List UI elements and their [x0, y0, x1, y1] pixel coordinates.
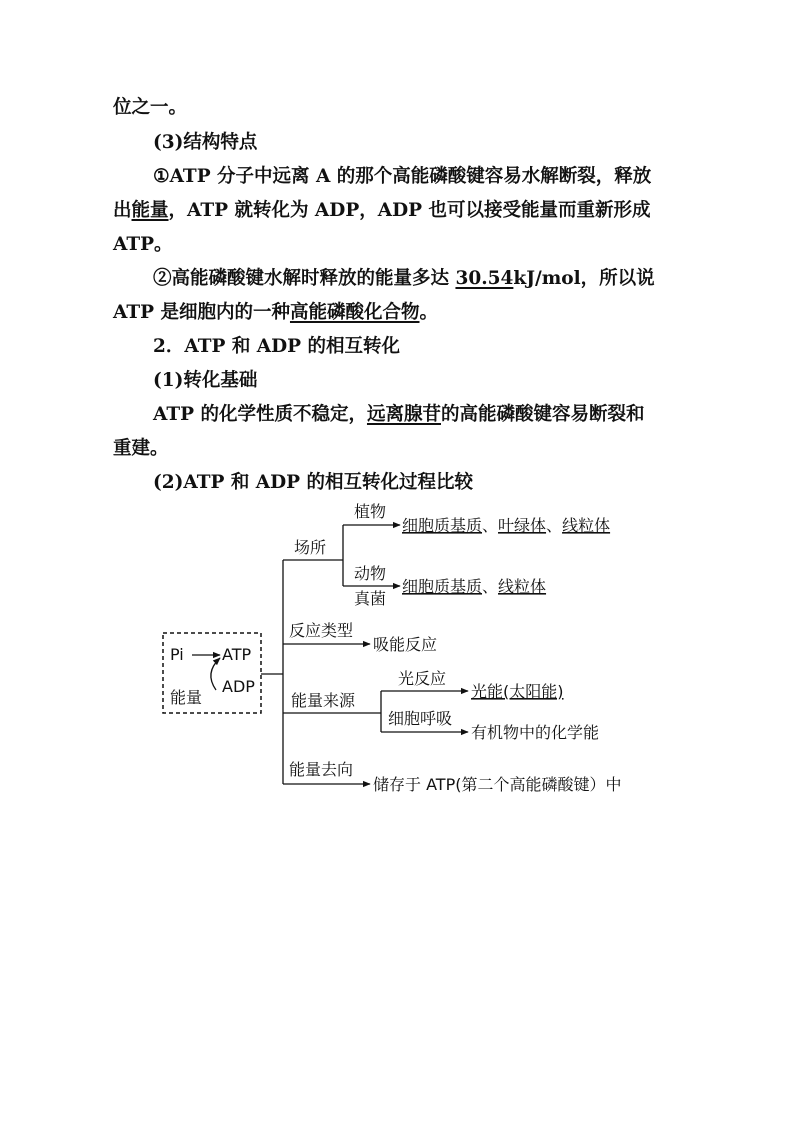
animal-loc-cytoplasm: 细胞质基质: [402, 577, 483, 596]
text-line-7: [113, 301, 438, 325]
adp-label: ADP: [222, 677, 255, 696]
dest-label: 能量去向: [289, 760, 354, 779]
plant-loc-chloroplast: 叶绿体: [498, 516, 547, 535]
text-line-4c: ，ATP 就转化为 ADP，ADP 也可以接受能量而重新形成: [168, 200, 651, 221]
heading-structure: [153, 131, 257, 155]
animal-locations: [402, 577, 546, 596]
energy-label: 能量: [170, 688, 203, 707]
reaction-value: 吸能反应: [373, 635, 438, 654]
text-line-1-content: 位之一。: [113, 97, 188, 118]
atp-adp-comparison-diagram: [0, 495, 794, 815]
text-line-6b-underlined: 30.54: [455, 268, 514, 289]
sep-2: 、: [546, 516, 563, 535]
dest-value: 储存于 ATP(第二个高能磷酸键）中: [373, 775, 622, 794]
text-line-10c: 的高能磷酸键容易断裂和: [440, 404, 645, 425]
text-line-6: [153, 267, 655, 291]
text-line-10a: ATP 的化学性质不稳定，: [153, 404, 367, 425]
text-line-10: [153, 403, 645, 427]
text-line-4a: 出: [113, 200, 132, 221]
text-line-6a: ②高能磷酸键水解时释放的能量多达: [153, 268, 456, 289]
heading-comparison-text: (2)ATP 和 ADP 的相互转化过程比较: [153, 472, 474, 493]
heading-basis: [153, 369, 257, 393]
plant-label: 植物: [354, 502, 387, 521]
heading-structure-text: (3)结构特点: [153, 132, 258, 153]
text-line-11-content: 重建。: [113, 438, 169, 459]
text-line-6c: kJ/mol，所以说: [513, 268, 655, 289]
place-label: 场所: [294, 538, 327, 557]
plant-loc-mitochondria: 线粒体: [562, 516, 611, 535]
pi-label: Pi: [170, 645, 184, 664]
text-line-3: [153, 165, 681, 189]
sep-3: 、: [482, 577, 499, 596]
respiration-label: 细胞呼吸: [388, 709, 453, 728]
text-line-5: [113, 233, 173, 257]
text-line-5-content: ATP。: [113, 234, 173, 255]
heading-conversion-text: 2．ATP 和 ADP 的相互转化: [153, 336, 401, 357]
text-line-7b-underlined: 高能磷酸化合物: [289, 302, 420, 323]
atp-label: ATP: [222, 645, 252, 664]
animal-label: 动物: [354, 564, 387, 583]
plant-loc-cytoplasm: 细胞质基质: [402, 516, 483, 535]
text-line-1: [113, 96, 187, 120]
respiration-value: 有机物中的化学能: [471, 723, 600, 742]
text-line-4: [113, 199, 651, 223]
light-reaction-label: 光反应: [398, 669, 447, 688]
fungi-label: 真菌: [354, 589, 387, 608]
heading-comparison: [153, 471, 473, 495]
text-line-10b-underlined: 远离腺苷: [366, 404, 441, 425]
solar-energy: (太阳能): [503, 682, 564, 701]
animal-loc-mitochondria: 线粒体: [498, 577, 547, 596]
text-line-3-content: ①ATP 分子中远离 A 的那个高能磷酸键容易水解断裂，释放: [153, 166, 652, 187]
sep-1: 、: [482, 516, 499, 535]
text-line-7a: ATP 是细胞内的一种: [113, 302, 290, 323]
cycle-curve-arrow: [211, 658, 220, 690]
heading-basis-text: (1)转化基础: [153, 370, 258, 391]
reaction-label: 反应类型: [289, 621, 354, 640]
text-line-11: [113, 437, 169, 461]
source-label: 能量来源: [291, 691, 356, 710]
text-line-4b-underlined: 能量: [131, 200, 169, 221]
light-energy: 光能: [471, 682, 504, 701]
text-line-7c: 。: [419, 302, 438, 323]
heading-conversion: [153, 335, 400, 359]
light-value: [471, 682, 564, 701]
plant-locations: [402, 516, 610, 535]
